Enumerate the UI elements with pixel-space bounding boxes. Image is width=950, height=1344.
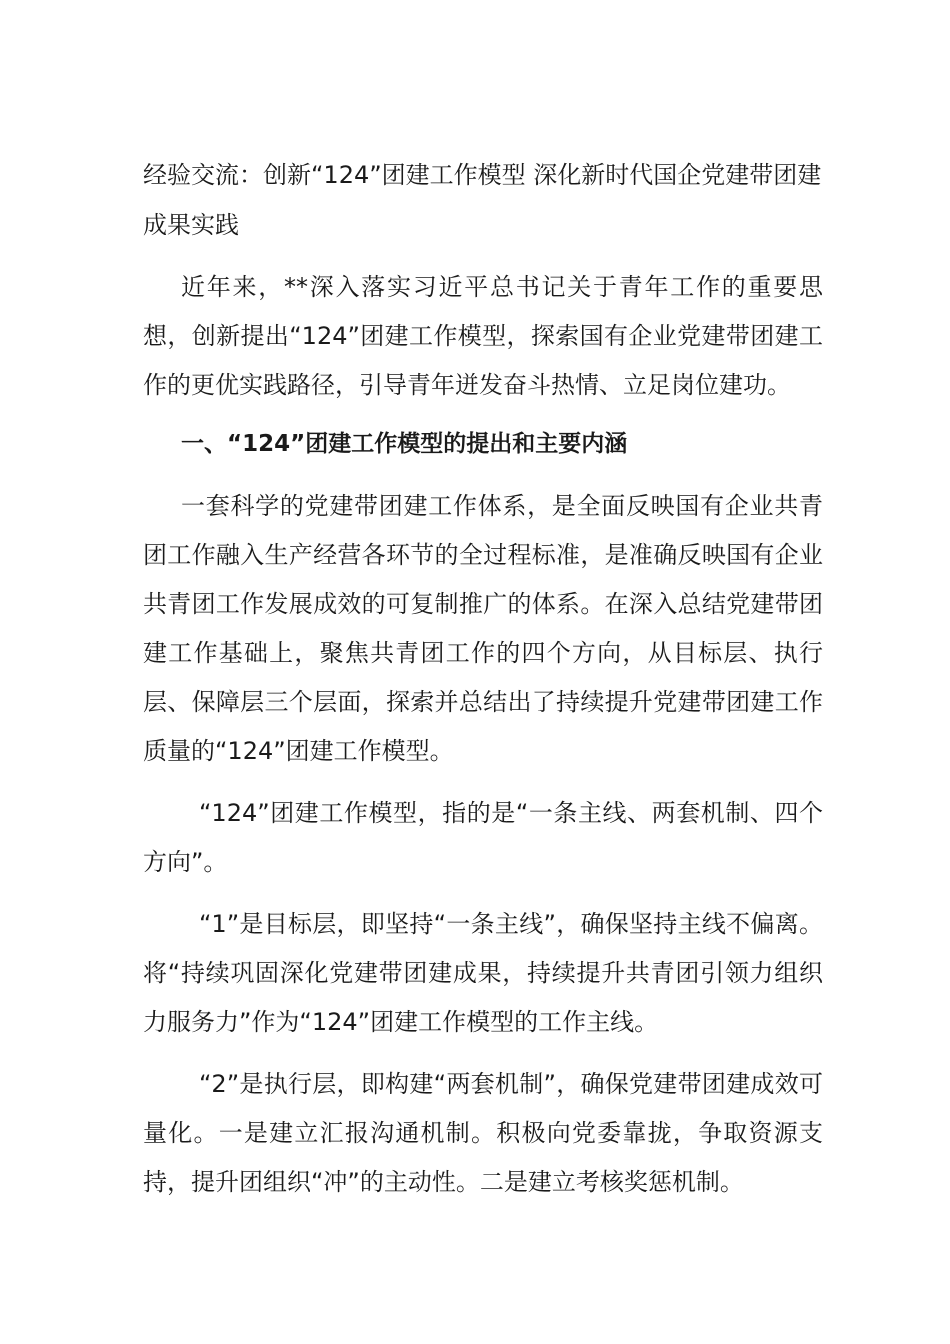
section-heading: 一、“124”团建工作模型的提出和主要内涵 <box>181 431 628 457</box>
document-body <box>143 150 823 1207</box>
body-paragraph-3: “1”是目标层，即坚持“一条主线”，确保坚持主线不偏离。将“持续巩固深化党建带团建成果，持续提升共青团引领力组织力服务力”作为“124”团建工作模型的工作主线。 <box>143 910 823 1036</box>
body-paragraph-2: “124”团建工作模型，指的是“一条主线、两套机制、四个方向”。 <box>143 799 823 876</box>
document-title: 经验交流：创新“124”团建工作模型 深化新时代国企党建带团建成果实践 <box>143 161 822 239</box>
body-paragraph-4: “2”是执行层，即构建“两套机制”，确保党建带团建成效可量化。一是建立汇报沟通机制。积极向党委靠拢，争取资源支持，提升团组织“冲”的主动性。二是建立考核奖惩机制。 <box>143 1070 823 1196</box>
body-paragraph-1: 一套科学的党建带团建工作体系，是全面反映国有企业共青团工作融入生产经营各环节的全过程标准，是准确反映国有企业共青团工作发展成效的可复制推广的体系。在深入总结党建带团建工作基础上，聚焦共青团工作的四个方向，从目标层、执行层、保障层三个层面，探索并总结出了持续提升党建带团建工作质量的“124”团建工作模型。 <box>143 492 823 765</box>
intro-paragraph: 近年来，**深入落实习近平总书记关于青年工作的重要思想，创新提出“124”团建工作模型，探索国有企业党建带团建工作的更优实践路径，引导青年迸发奋斗热情、立足岗位建功。 <box>143 273 823 399</box>
